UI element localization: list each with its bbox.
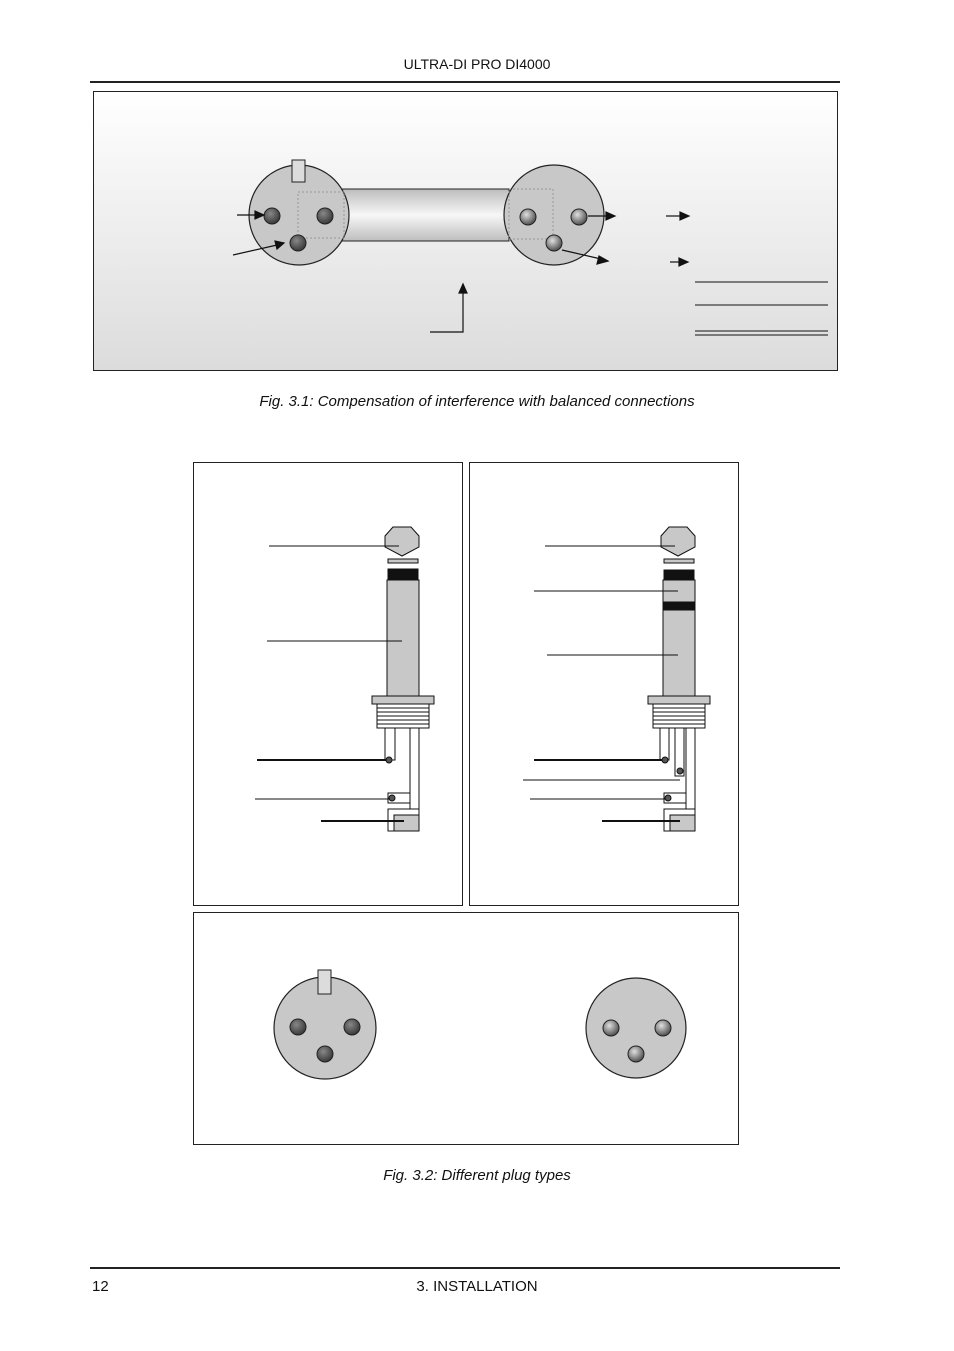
figure-balanced-connection bbox=[93, 91, 838, 371]
figure-caption-1: Fig. 3.1: Compensation of interference with balanced connections bbox=[259, 393, 695, 410]
xlr-male bbox=[586, 978, 686, 1078]
cable-body bbox=[334, 189, 509, 241]
xlr-male-right bbox=[504, 165, 604, 265]
stereo-jack-plug bbox=[470, 463, 740, 907]
footer-rule bbox=[90, 1267, 840, 1269]
figure-caption-2: Fig. 3.2: Different plug types bbox=[383, 1167, 571, 1184]
header-rule bbox=[90, 81, 840, 83]
mono-jack-plug bbox=[194, 463, 464, 907]
section-title: 3. INSTALLATION bbox=[416, 1278, 538, 1295]
xlr-connectors bbox=[194, 913, 740, 1146]
legend-lines bbox=[695, 282, 828, 335]
page-number: 12 bbox=[92, 1278, 109, 1295]
panel-stereo-jack bbox=[469, 462, 739, 906]
page-header: ULTRA-DI PRO DI4000 bbox=[403, 56, 551, 72]
balanced-cable-diagram bbox=[94, 92, 839, 372]
panel-mono-jack bbox=[193, 462, 463, 906]
xlr-female bbox=[274, 970, 376, 1079]
panel-xlr-connectors bbox=[193, 912, 739, 1145]
xlr-female-left bbox=[249, 160, 349, 265]
